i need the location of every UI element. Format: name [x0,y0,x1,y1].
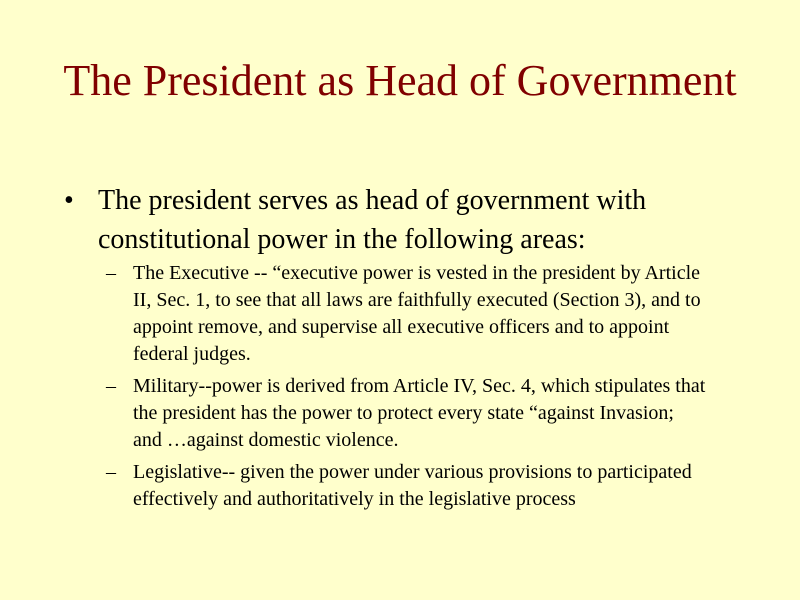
sub-bullet-list [106,260,706,518]
dash-marker: – [106,262,116,284]
sub-bullet-military [106,373,706,454]
sub-bullet-text: Military--power is derived from Article IV, Sec. 4, which stipulates that the president has the power to protect every state “against Invasion; and …against domestic violence. [133,375,706,451]
slide-title: The President as Head of Government [63,56,737,105]
sub-bullet-legislative [106,459,706,513]
main-bullet-text: The president serves as head of government with constitutional power in the following areas: [98,185,647,255]
dash-marker: – [106,375,116,397]
sub-bullet-text: Legislative-- given the power under various provisions to participated effectively and authoritatively in the legislative process [133,461,692,510]
sub-bullet-executive [106,260,706,368]
dash-marker: – [106,461,116,483]
bullet-marker: • [64,185,74,216]
sub-bullet-text: The Executive -- “executive power is vested in the president by Article II, Sec. 1, to see that all laws are faithfully executed (Section 3), and to appoint remove, and supervise all executive officers and to appoint federal judges. [133,262,701,365]
main-bullet [64,181,764,259]
